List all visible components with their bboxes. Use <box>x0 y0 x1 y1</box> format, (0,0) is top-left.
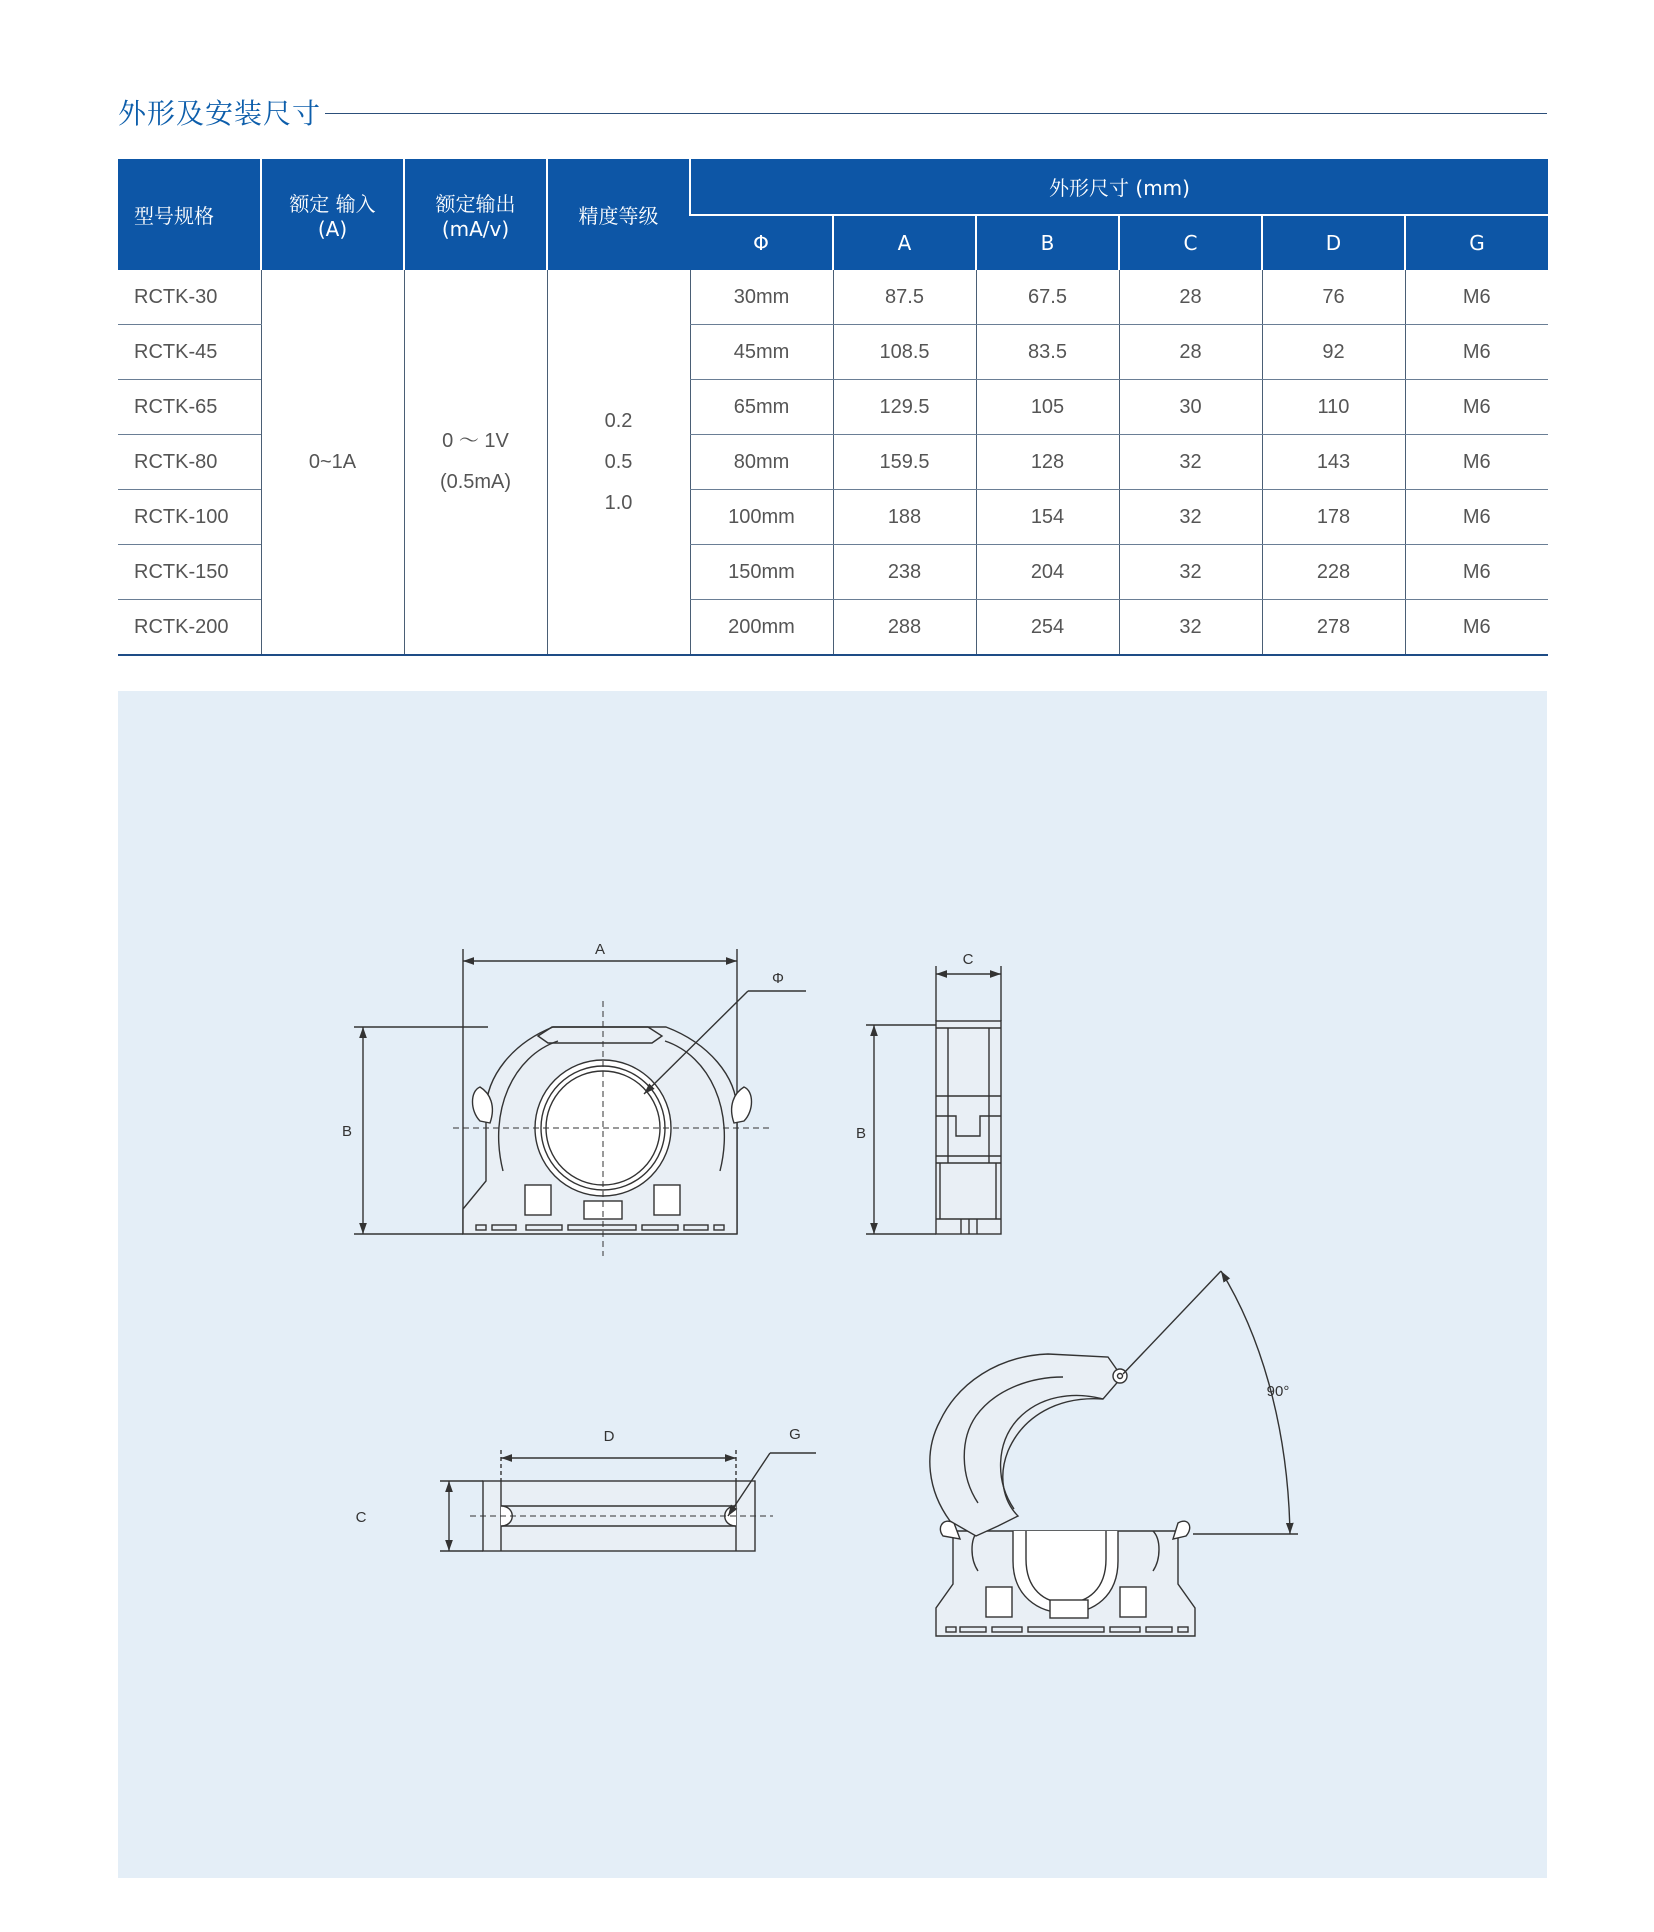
cell-rated-input: 0~1A <box>261 270 404 655</box>
cell-dim: 143 <box>1262 435 1405 490</box>
cell-dim: 30mm <box>690 270 833 325</box>
cell-dim: 32 <box>1119 435 1262 490</box>
side-dim-b-label: B <box>855 1125 867 1142</box>
header-dim-col: D <box>1262 215 1405 270</box>
front-dim-b-label: B <box>341 1123 353 1140</box>
cell-dim: 32 <box>1119 545 1262 600</box>
cell-dim: 204 <box>976 545 1119 600</box>
header-dim-col: G <box>1405 215 1548 270</box>
bottom-dim-c-label: C <box>355 1509 367 1526</box>
cell-dim: 254 <box>976 600 1119 656</box>
side-view-drawing <box>866 966 1001 1234</box>
cell-dim: 154 <box>976 490 1119 545</box>
cell-model: RCTK-100 <box>118 490 261 545</box>
header-model: 型号规格 <box>118 159 261 270</box>
cell-dim: 28 <box>1119 270 1262 325</box>
header-dim-col: Φ <box>690 215 833 270</box>
header-rated-input-text: 额定 输入 (A) <box>289 192 376 241</box>
cell-dim: 278 <box>1262 600 1405 656</box>
cell-model: RCTK-80 <box>118 435 261 490</box>
dimension-table <box>118 159 1548 656</box>
cell-rated-output: 0 ～ 1V (0.5mA) <box>404 270 547 655</box>
cell-dim: M6 <box>1405 380 1548 435</box>
front-dim-a-label: A <box>594 941 606 958</box>
cell-dim: M6 <box>1405 325 1548 380</box>
front-view-drawing <box>354 949 806 1234</box>
cell-dim: 80mm <box>690 435 833 490</box>
cell-dim: M6 <box>1405 270 1548 325</box>
cell-dim: M6 <box>1405 490 1548 545</box>
cell-dim: 238 <box>833 545 976 600</box>
cell-dim: 228 <box>1262 545 1405 600</box>
cell-dim: 32 <box>1119 600 1262 656</box>
header-dim-col: B <box>976 215 1119 270</box>
cell-dim: 45mm <box>690 325 833 380</box>
cell-dim: 128 <box>976 435 1119 490</box>
cell-model: RCTK-150 <box>118 545 261 600</box>
header-rated-output-text: 额定输出 (mA/v) <box>435 192 516 241</box>
side-dim-c-label: C <box>962 951 974 968</box>
cell-dim: 150mm <box>690 545 833 600</box>
cell-dim: 87.5 <box>833 270 976 325</box>
cell-dim: 105 <box>976 380 1119 435</box>
cell-model: RCTK-65 <box>118 380 261 435</box>
cell-dim: 188 <box>833 490 976 545</box>
bottom-dim-g-label: G <box>789 1426 801 1443</box>
header-rated-output <box>404 159 547 270</box>
header-dim-col: A <box>833 215 976 270</box>
cell-dim: M6 <box>1405 435 1548 490</box>
title-rule <box>325 113 1547 114</box>
cell-model: RCTK-200 <box>118 600 261 656</box>
cell-dim: 108.5 <box>833 325 976 380</box>
cell-dim: 83.5 <box>976 325 1119 380</box>
open-view-drawing <box>930 1271 1298 1636</box>
cell-dim: 288 <box>833 600 976 656</box>
cell-dim: 110 <box>1262 380 1405 435</box>
bottom-view-drawing <box>440 1450 816 1551</box>
cell-dim: 100mm <box>690 490 833 545</box>
technical-drawings <box>118 691 1547 1878</box>
cell-model: RCTK-30 <box>118 270 261 325</box>
cell-dim: 76 <box>1262 270 1405 325</box>
cell-dim: 67.5 <box>976 270 1119 325</box>
open-angle-label: 90° <box>1266 1383 1290 1400</box>
cell-dim: 65mm <box>690 380 833 435</box>
header-dim-col: C <box>1119 215 1262 270</box>
cell-dim: 30 <box>1119 380 1262 435</box>
cell-dim: 178 <box>1262 490 1405 545</box>
cell-dim: 129.5 <box>833 380 976 435</box>
cell-dim: 28 <box>1119 325 1262 380</box>
header-rated-input <box>261 159 404 270</box>
cell-accuracy: 0.2 0.5 1.0 <box>547 270 690 655</box>
cell-model: RCTK-45 <box>118 325 261 380</box>
section-title: 外形及安装尺寸 <box>118 97 322 130</box>
header-dimensions: 外形尺寸 (mm) <box>690 159 1548 215</box>
cell-dim: M6 <box>1405 545 1548 600</box>
header-accuracy: 精度等级 <box>547 159 690 270</box>
drawing-panel <box>118 691 1547 1878</box>
cell-dim: 159.5 <box>833 435 976 490</box>
cell-dim: 200mm <box>690 600 833 656</box>
front-dim-phi-label: Φ <box>772 970 784 987</box>
cell-dim: 92 <box>1262 325 1405 380</box>
table-row <box>118 270 1548 325</box>
bottom-dim-d-label: D <box>603 1428 615 1445</box>
cell-dim: 32 <box>1119 490 1262 545</box>
cell-dim: M6 <box>1405 600 1548 656</box>
